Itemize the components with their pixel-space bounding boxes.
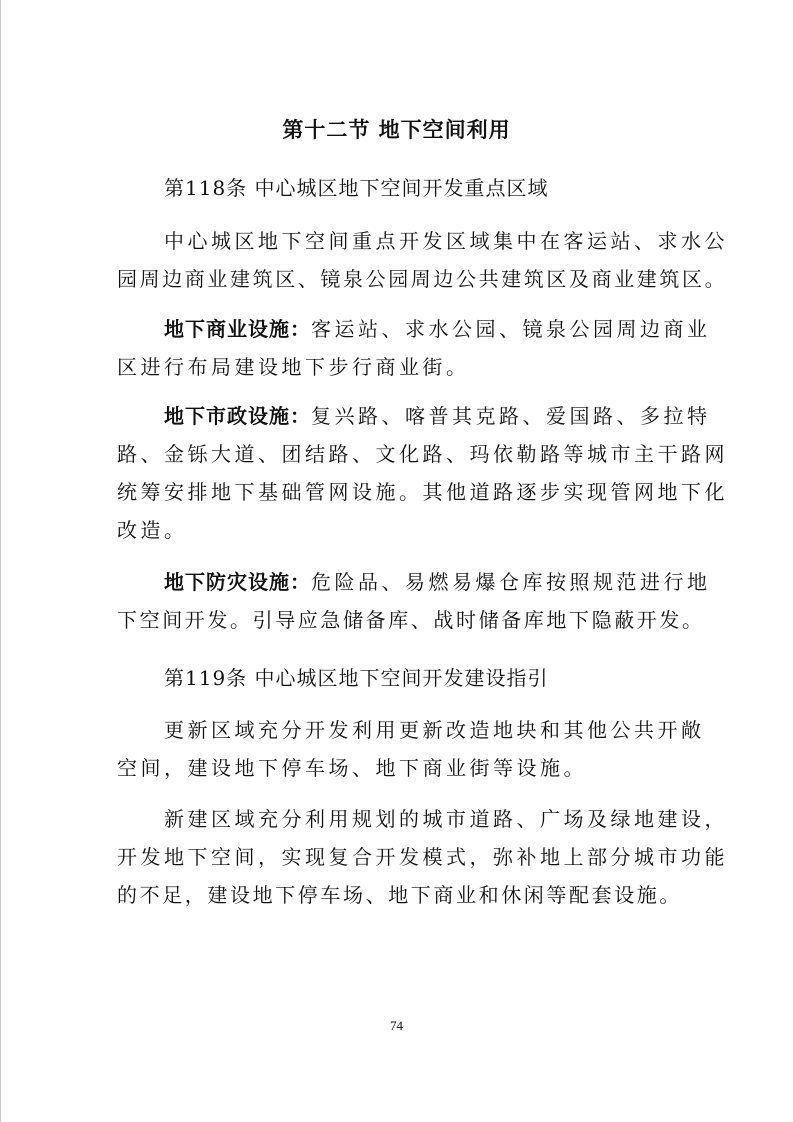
paragraph-line: 空间，建设地下停车场、地下商业街等设施。 — [117, 756, 587, 780]
paragraph-line: 园周边商业建筑区、镜泉公园周边公共建筑区及商业建筑区。 — [117, 267, 728, 291]
paragraph-line: 改造。 — [117, 518, 188, 542]
municipal-facilities-paragraph — [117, 397, 728, 549]
paragraph-line: 区进行布局建设地下步行商业街。 — [117, 355, 470, 379]
article-118-intro-paragraph — [117, 222, 728, 298]
paragraph-line — [117, 397, 711, 435]
article-119-heading: 第119条 中心城区地下空间开发建设指引 — [164, 666, 549, 690]
paragraph-line: 新建区域充分利用规划的城市道路、广场及绿地建设， — [164, 807, 728, 831]
paragraph-line — [117, 563, 711, 601]
paragraph-line: 的不足，建设地下停车场、地下商业和休闲等配套设施。 — [117, 883, 682, 907]
paragraph-line: 统筹安排地下基础管网设施。其他道路逐步实现管网地下化 — [117, 480, 728, 504]
paragraph-line — [117, 310, 711, 348]
paragraph-line: 下空间开发。引导应急储备库、战时储备库地下隐蔽开发。 — [117, 608, 705, 632]
commercial-facilities-text: 客运站、求水公园、镜泉公园周边商业 — [311, 317, 711, 341]
commercial-facilities-paragraph — [117, 310, 711, 386]
paragraph-line: 路、金铄大道、团结路、文化路、玛依勒路等城市主干路网 — [117, 442, 728, 466]
paragraph-line: 中心城区地下空间重点开发区域集中在客运站、求水公 — [164, 229, 728, 253]
disaster-prevention-label: 地下防灾设施： — [164, 570, 311, 594]
article-118-heading: 第118条 中心城区地下空间开发重点区域 — [164, 176, 549, 200]
renewal-area-paragraph — [117, 711, 705, 787]
new-area-paragraph — [117, 800, 728, 914]
page-left-edge — [0, 0, 1, 1122]
municipal-facilities-label: 地下市政设施： — [164, 404, 311, 428]
municipal-facilities-text: 复兴路、喀普其克路、爱国路、多拉特 — [311, 404, 711, 428]
disaster-prevention-paragraph — [117, 563, 711, 639]
disaster-prevention-text: 危险品、易燃易爆仓库按照规范进行地 — [311, 570, 711, 594]
commercial-facilities-label: 地下商业设施： — [164, 317, 311, 341]
section-title: 第十二节 地下空间利用 — [282, 118, 511, 142]
page-number: 74 — [390, 1018, 403, 1033]
paragraph-line: 更新区域充分开发利用更新改造地块和其他公共开敞 — [164, 718, 705, 742]
paragraph-line: 开发地下空间，实现复合开发模式，弥补地上部分城市功能 — [117, 845, 728, 869]
